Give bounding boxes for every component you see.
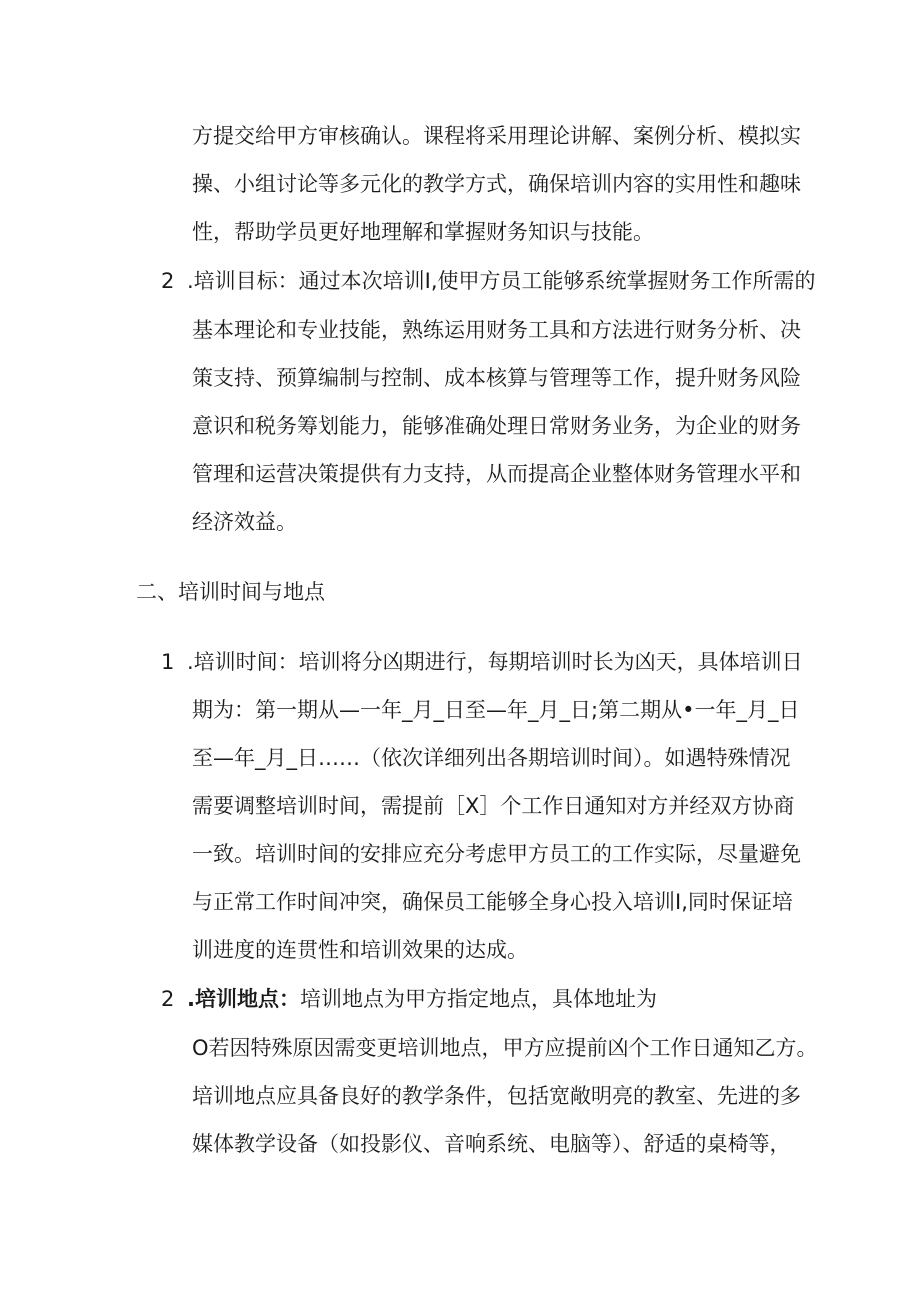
- paragraph-line: 经济效益。: [192, 510, 297, 534]
- list-number: 2: [161, 269, 175, 293]
- list-item-goal-first-line: [161, 266, 816, 296]
- paragraph-line: O若因特殊原因需变更培训地点，甲方应提前凶个工作日通知乙方。: [192, 1036, 818, 1060]
- list-number: 1: [161, 650, 175, 674]
- paragraph-line: 管理和运营决策提供有力支持，从而提高企业整体财务管理水平和: [192, 462, 801, 486]
- paragraph-line: 性，帮助学员更好地理解和掌握财务知识与技能。: [192, 220, 654, 244]
- list-number: 2: [161, 987, 175, 1011]
- paragraph-line: 操、小组讨论等多元化的教学方式，确保培训内容的实用性和趣味: [192, 172, 801, 196]
- paragraph-line: 策支持、预算编制与控制、成本核算与管理等工作，提升财务风险: [192, 366, 801, 390]
- list-item-text: 培训地点为甲方指定地点，具体地址为: [299, 987, 657, 1011]
- paragraph-line: 方提交给甲方审核确认。课程将采用理论讲解、案例分析、模拟实: [192, 124, 801, 148]
- paragraph-line: 需要调整培训时间，需提前［X］个工作日通知对方并经双方协商: [192, 794, 795, 818]
- list-item-time-first-line: [161, 647, 803, 677]
- paragraph-line: 媒体教学设备（如投影仪、音响系统、电脑等）、舒适的桌椅等，: [192, 1132, 791, 1156]
- paragraph-line: 一致。培训时间的安排应充分考虑甲方员工的工作实际，尽量避免: [192, 842, 801, 866]
- paragraph-line: 期为：第一期从—一年_月_日至—年_月_日;第二期从•一年_月_日: [192, 698, 800, 722]
- paragraph-line: 训进度的连贯性和培训效果的达成。: [192, 938, 528, 962]
- paragraph-line: 基本理论和专业技能，熟练运用财务工具和方法进行财务分析、决: [192, 318, 801, 342]
- section-heading: 二、培训时间与地点: [136, 580, 325, 604]
- list-item-label: .培训地点：: [187, 987, 300, 1011]
- list-item-location-first-line: [161, 984, 657, 1014]
- paragraph-line: 与正常工作时间冲突，确保员工能够全身心投入培训I,同时保证培: [192, 890, 793, 914]
- list-item-text: .培训时间：培训将分凶期进行，每期培训时长为凶天，具体培训日: [187, 650, 803, 674]
- paragraph-line: 培训地点应具备良好的教学条件，包括宽敞明亮的教室、先进的多: [192, 1084, 801, 1108]
- paragraph-line: 意识和税务筹划能力，能够准确处理日常财务业务，为企业的财务: [192, 414, 801, 438]
- list-item-text: .培训目标：通过本次培训I,使甲方员工能够系统掌握财务工作所需的: [187, 269, 816, 293]
- paragraph-line: 至—年_月_日……（依次详细列出各期培训时间）。如遇特殊情况: [192, 746, 791, 770]
